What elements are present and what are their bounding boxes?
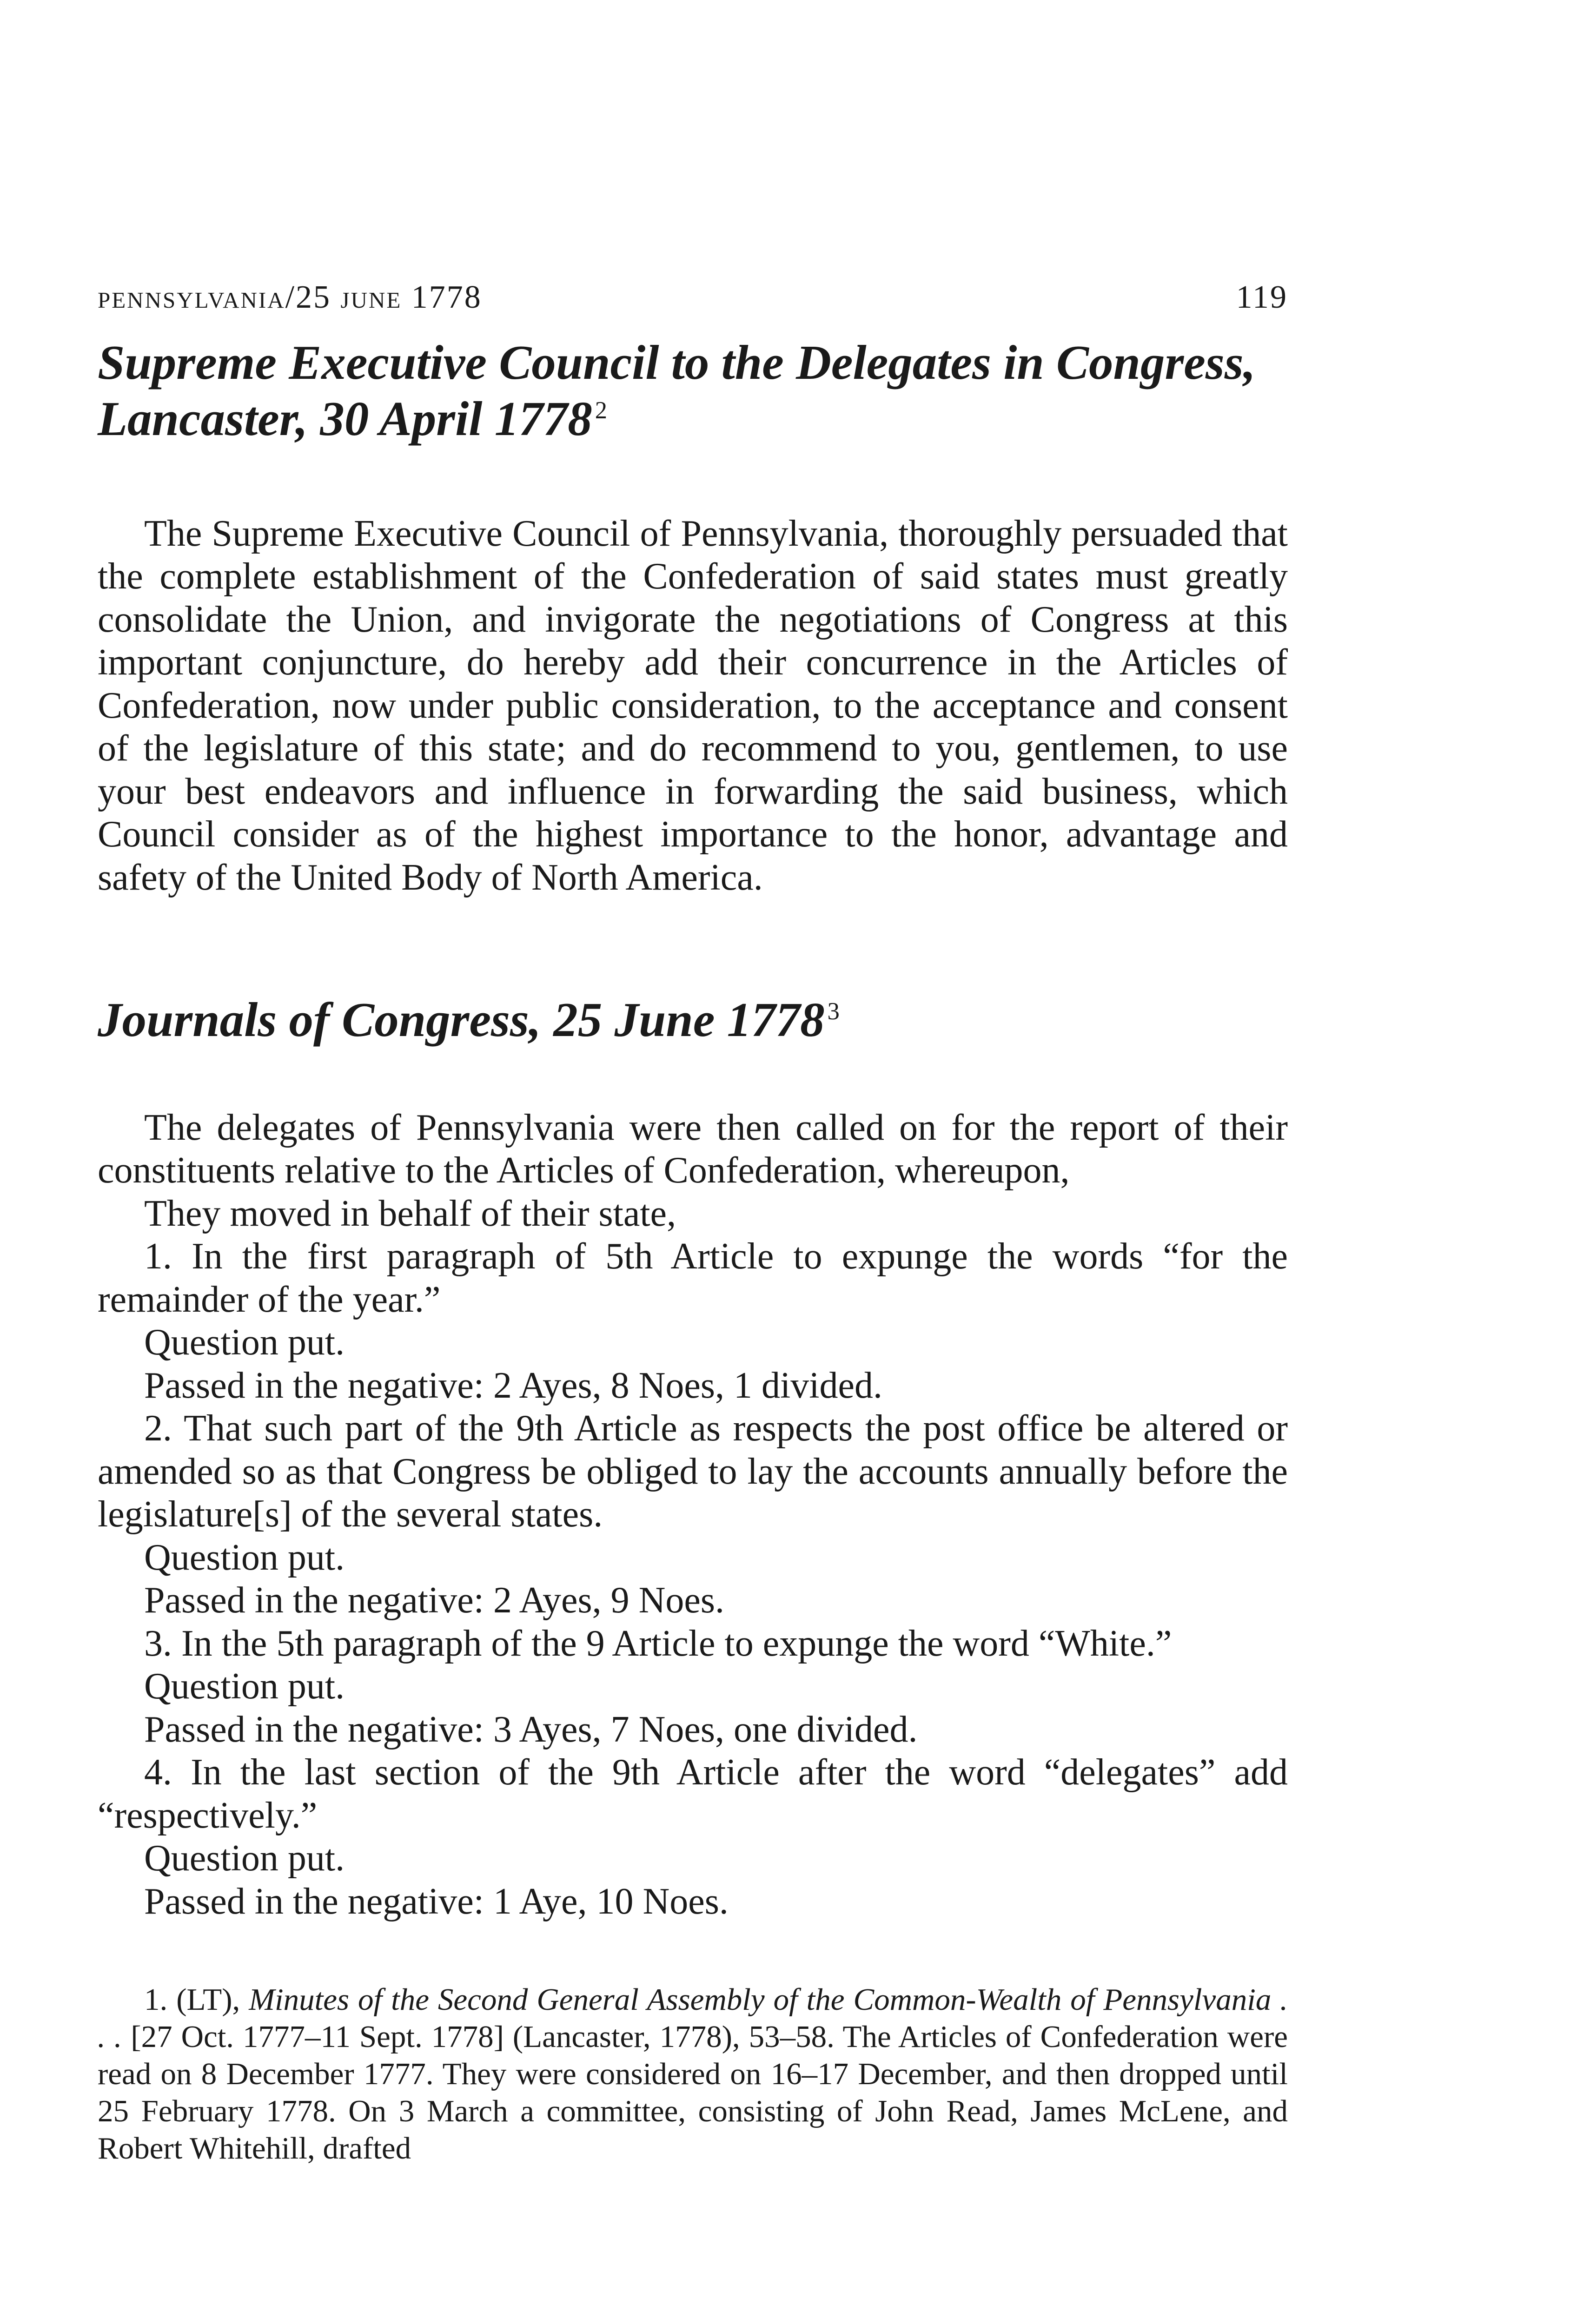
document-page xyxy=(98,279,1288,2198)
heading-line-1: Supreme Executive Council to the Delegates in Congress, xyxy=(98,335,1256,390)
footnote-1-text: [27 Oct. 1777–11 Sept. 1778] (Lancaster, 1778), 53–58. The Articles of Confederation were read on 8 December 1777. They were considered on 16–17 December, and then dropped until 25 February 1778. On 3 March a committee, consisting of John Read, James McLene, and Robert Whitehill, drafted xyxy=(98,2020,1288,2166)
motion-4: 4. In the last section of the 9th Article after the word “delegates” add “respectively.” xyxy=(98,1752,1288,1836)
running-head-title: pennsylvania/25 june 1778 xyxy=(98,279,482,315)
question-2: Question put. xyxy=(144,1537,345,1578)
running-head xyxy=(98,279,1288,316)
footnote-marker-2: 2 xyxy=(595,396,607,424)
result-3: Passed in the negative: 3 Ayes, 7 Noes, one divided. xyxy=(144,1709,918,1750)
heading-line-2: Lancaster, 30 April 1778 xyxy=(98,391,592,446)
motion-1: 1. In the first paragraph of 5th Article to expunge the words “for the remainder of the year.” xyxy=(98,1236,1288,1320)
heading-journals-title: Journals of Congress, 25 June 1778 xyxy=(98,992,825,1047)
question-1: Question put. xyxy=(144,1322,345,1363)
result-4: Passed in the negative: 1 Aye, 10 Noes. xyxy=(144,1881,729,1922)
footnote-1 xyxy=(98,1981,1288,2167)
footnote-marker-3: 3 xyxy=(827,998,840,1025)
footnote-1-title: Minutes of the Second General Assembly of the Common-Wealth of Pennsylvania . . . xyxy=(98,1982,1288,2054)
motion-2: 2. That such part of the 9th Article as respects the post office be altered or amended so as that Congress be obliged to lay the accounts annually before the legislature[s] of the several states. xyxy=(98,1408,1288,1535)
footnote-1-prefix: 1. (LT), xyxy=(144,1982,249,2017)
question-3: Question put. xyxy=(144,1666,345,1707)
council-letter-paragraph: The Supreme Executive Council of Pennsylvania, thoroughly persuaded that the complete establishment of the Confederation of said states must greatly consolidate the Union, and invigorate the negotiations of Congress at this important conjuncture, do hereby add their concurrence in the Articles of Confederation, now under public consideration, to the acceptance and consent of the legislature of this state; and do recommend to you, gentlemen, to use your best endeavors and influence in forwarding the said business, which Council consider as of the highest importance to the honor, advantage and safety of the United Body of North America. xyxy=(98,513,1288,898)
page-number: 119 xyxy=(1236,279,1288,315)
journal-moved: They moved in behalf of their state, xyxy=(144,1193,676,1234)
journal-entries xyxy=(98,1106,1288,1923)
journal-intro: The delegates of Pennsylvania were then called on for the report of their constituents relative to the Articles of Confederation, whereupon, xyxy=(98,1107,1288,1191)
result-2: Passed in the negative: 2 Ayes, 9 Noes. xyxy=(144,1580,725,1621)
motion-3: 3. In the 5th paragraph of the 9 Article to expunge the word “White.” xyxy=(144,1623,1172,1664)
section-heading-council xyxy=(98,335,1288,447)
section-heading-journals xyxy=(98,992,1288,1048)
result-1: Passed in the negative: 2 Ayes, 8 Noes, 1 divided. xyxy=(144,1365,882,1406)
question-4: Question put. xyxy=(144,1838,345,1879)
